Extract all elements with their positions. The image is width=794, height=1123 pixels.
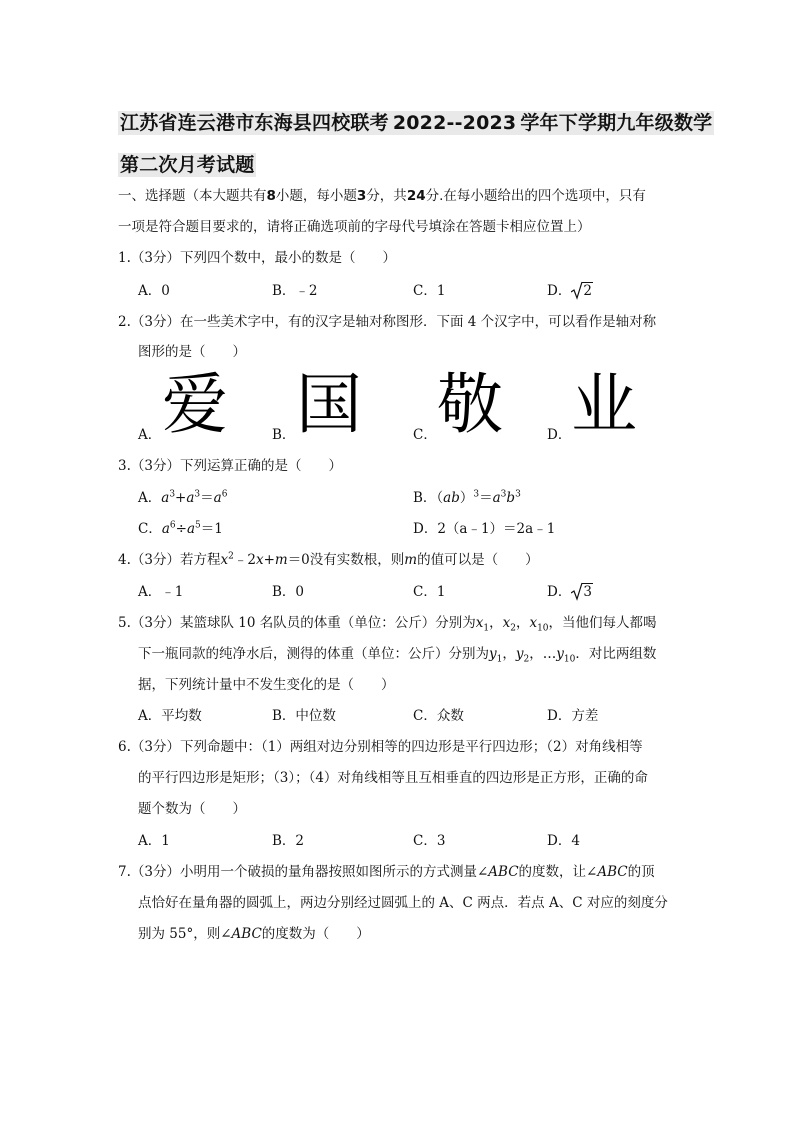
q6-option-b: B．2 bbox=[272, 833, 305, 849]
q3-option-d: D．2（a﹣1）＝2a﹣1 bbox=[413, 521, 556, 537]
q2-option-a: A． bbox=[138, 427, 162, 443]
q2-char-ye: 业 bbox=[571, 366, 637, 443]
q2-char-ai: 爱 bbox=[162, 366, 228, 443]
question-7-stem-line1: 7.（3分）小明用一个破损的量角器按照如图所示的方式测量∠ABC的度数，让∠ABC的顶 bbox=[118, 864, 655, 880]
section-heading-line2: 一项是符合题目要求的，请将正确选项前的字母代号填涂在答题卡相应位置上） bbox=[118, 219, 591, 235]
q6-option-a: A．1 bbox=[138, 833, 170, 849]
q1-option-d: D． 2 bbox=[547, 283, 592, 299]
question-6-stem-line3: 题个数为（ ） bbox=[138, 801, 246, 817]
q4-option-d: D． 3 bbox=[547, 584, 592, 600]
q3-option-a: A．$a^3+a^3=a^6$ bbox=[138, 489, 228, 506]
q2-option-b: B． bbox=[272, 427, 296, 443]
question-6-stem-line2: 的平行四边形是矩形；（3）；（4）对角线相等且互相垂直的四边形是正方形，正确的命 bbox=[138, 770, 648, 786]
question-5-stem-line3: 据，下列统计量中不发生变化的是（ ） bbox=[138, 677, 395, 693]
q4-option-b: B．0 bbox=[272, 584, 305, 600]
question-5-stem-line2: 下一瓶同款的纯净水后，测得的体重（单位：公斤）分别为$y_1$，$y_2$，$\dots y_{10}$．对比两组数 bbox=[138, 646, 657, 665]
q4-option-a: A．﹣1 bbox=[138, 584, 184, 600]
q2-char-guo: 国 bbox=[296, 366, 362, 443]
q2-option-d: D． bbox=[547, 427, 572, 443]
question-7-stem-line2: 点恰好在量角器的圆弧上，两边分别经过圆弧上的 A、C 两点．若点 A、C 对应的刻度分 bbox=[138, 895, 668, 911]
q5-option-b: B．中位数 bbox=[272, 708, 336, 724]
sqrt-symbol-icon: 3 bbox=[571, 583, 593, 601]
question-6-stem-line1: 6.（3分）下列命题中：（1）两组对边分别相等的四边形是平行四边形；（2）对角线相等 bbox=[118, 739, 643, 755]
q2-char-jing: 敬 bbox=[437, 366, 503, 443]
q3-option-b: B．$(ab)^3=a^3b^3$ bbox=[413, 489, 521, 506]
question-2-stem-line1: 2.（3分）在一些美术字中，有的汉字是轴对称图形．下面 4 个汉字中，可以看作是轴对称 bbox=[118, 314, 657, 330]
exam-title-line1: 江苏省连云港市东海县四校联考 2022--2023 学年下学期九年级数学 bbox=[120, 112, 713, 134]
q6-option-d: D．4 bbox=[547, 833, 580, 849]
q1-option-b: B．﹣2 bbox=[272, 283, 318, 299]
question-7-stem-line3: 别为 55°，则∠ABC的度数为（ ） bbox=[138, 926, 370, 942]
section-heading-line1: 一、选择题（本大题共有8小题，每小题3分，共24分.在每小题给出的四个选项中，只有 bbox=[118, 188, 646, 204]
q5-option-a: A．平均数 bbox=[138, 708, 202, 724]
question-2-stem-line2: 图形的是（ ） bbox=[138, 344, 246, 360]
q5-option-c: C．众数 bbox=[413, 708, 464, 724]
q3-option-c: C．$a^6\div a^5=1$ bbox=[138, 520, 223, 537]
sqrt-symbol-icon: 2 bbox=[571, 282, 593, 300]
q4-option-c: C．1 bbox=[413, 584, 446, 600]
q5-option-d: D．方差 bbox=[547, 708, 599, 724]
q2-option-c: C． bbox=[413, 427, 437, 443]
question-4-stem: 4.（3分）若方程$x^2﹣2x+m=0$没有实数根，则m的值可以是（ ） bbox=[118, 551, 539, 568]
question-3-stem: 3.（3分）下列运算正确的是（ ） bbox=[118, 458, 342, 474]
q6-option-c: C．3 bbox=[413, 833, 446, 849]
exam-title-line2: 第二次月考试题 bbox=[120, 154, 255, 176]
q1-option-a: A．0 bbox=[138, 283, 170, 299]
question-1-stem: 1.（3分）下列四个数中，最小的数是（ ） bbox=[118, 250, 396, 266]
q1-option-c: C．1 bbox=[413, 283, 446, 299]
question-5-stem-line1: 5.（3分）某篮球队 10 名队员的体重（单位：公斤）分别为$x_1$，$x_2$，$x_{10}$，当他们每人都喝 bbox=[118, 615, 657, 634]
